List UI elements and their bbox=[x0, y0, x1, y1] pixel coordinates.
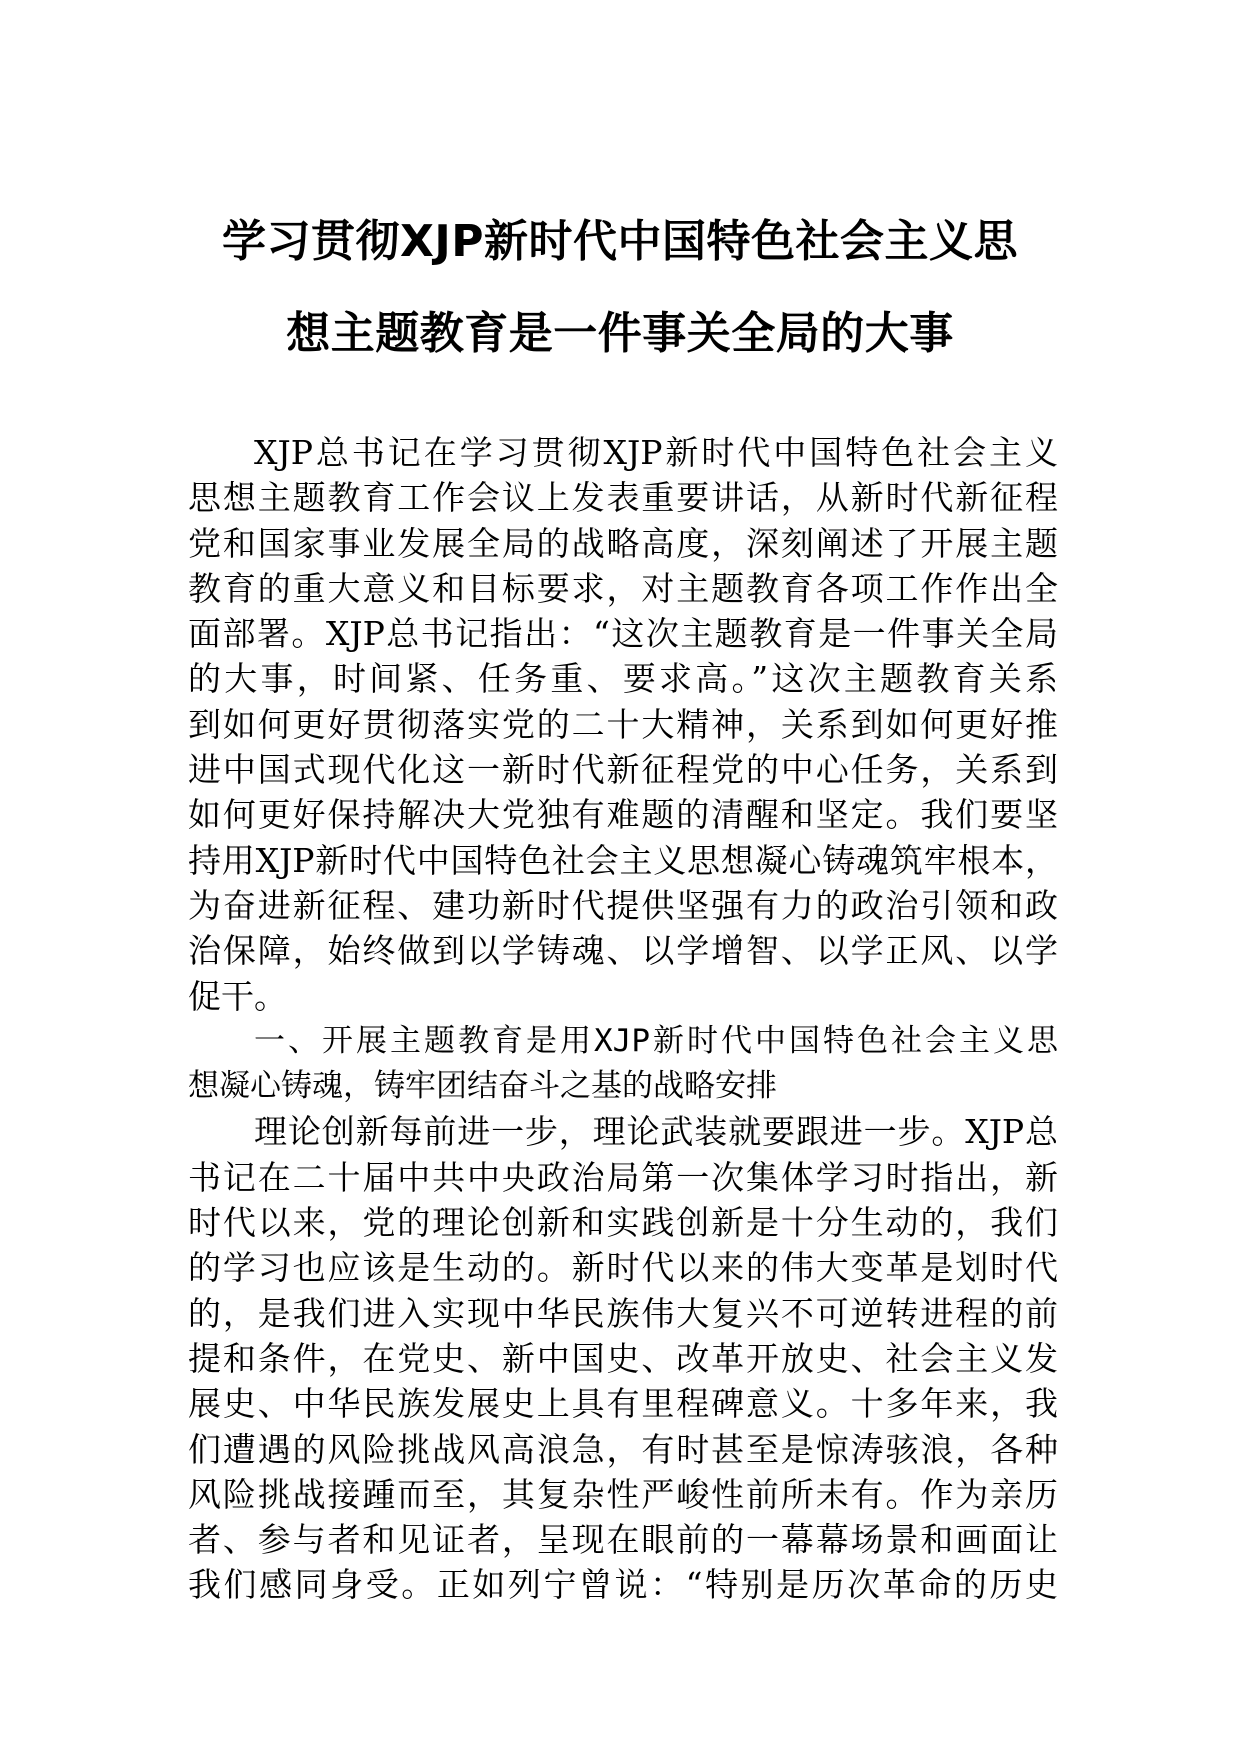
paragraph-2 bbox=[188, 1109, 1058, 1607]
heading-line: 一、开展主题教育是用XJP新时代中国特色社会主义思 bbox=[254, 1022, 1058, 1059]
document-title bbox=[150, 196, 1090, 380]
text-line: 我们感同身受。正如列宁曾说：“特别是历次革命的历史 bbox=[188, 1565, 1058, 1605]
text-line: 治保障，始终做到以学铸魂、以学增智、以学正风、以学 bbox=[188, 931, 1058, 971]
text-line: 进中国式现代化这一新时代新征程党的中心任务，关系到 bbox=[188, 750, 1058, 790]
text-line: 们遭遇的风险挑战风高浪急，有时甚至是惊涛骇浪，各种 bbox=[188, 1429, 1058, 1469]
text-line: XJP总书记在学习贯彻XJP新时代中国特色社会主义 bbox=[254, 433, 1058, 472]
section-heading-1 bbox=[188, 1019, 1058, 1110]
heading-line: 想凝心铸魂，铸牢团结奋斗之基的战略安排 bbox=[188, 1068, 777, 1105]
text-line: 持用XJP新时代中国特色社会主义思想凝心铸魂筑牢根本， bbox=[188, 840, 1058, 880]
paragraph-1 bbox=[188, 430, 1058, 1019]
text-line: 面部署。XJP总书记指出：“这次主题教育是一件事关全局 bbox=[188, 614, 1058, 654]
text-line: 党和国家事业发展全局的战略高度，深刻阐述了开展主题 bbox=[188, 523, 1058, 563]
text-line: 促干。 bbox=[188, 976, 287, 1016]
text-line: 展史、中华民族发展史上具有里程碑意义。十多年来，我 bbox=[188, 1384, 1058, 1424]
document-body bbox=[188, 430, 1058, 1608]
text-line: 为奋进新征程、建功新时代提供坚强有力的政治引领和政 bbox=[188, 885, 1058, 925]
text-line: 的学习也应该是生动的。新时代以来的伟大变革是划时代 bbox=[188, 1248, 1058, 1288]
text-line: 理论创新每前进一步，理论武装就要跟进一步。XJP总 bbox=[254, 1112, 1058, 1152]
text-line: 时代以来，党的理论创新和实践创新是十分生动的，我们 bbox=[188, 1203, 1058, 1243]
text-line: 教育的重大意义和目标要求，对主题教育各项工作作出全 bbox=[188, 568, 1058, 608]
title-line-1: 学习贯彻XJP新时代中国特色社会主义思 bbox=[221, 216, 1019, 267]
text-line: 的大事，时间紧、任务重、要求高。”这次主题教育关系 bbox=[188, 659, 1058, 699]
text-line: 者、参与者和见证者，呈现在眼前的一幕幕场景和画面让 bbox=[188, 1520, 1058, 1560]
text-line: 到如何更好贯彻落实党的二十大精神，关系到如何更好推 bbox=[188, 704, 1058, 744]
text-line: 的，是我们进入实现中华民族伟大复兴不可逆转进程的前 bbox=[188, 1293, 1058, 1333]
text-line: 提和条件，在党史、新中国史、改革开放史、社会主义发 bbox=[188, 1338, 1058, 1378]
text-line: 思想主题教育工作会议上发表重要讲话，从新时代新征程 bbox=[188, 478, 1058, 518]
title-line-2: 想主题教育是一件事关全局的大事 bbox=[286, 308, 954, 359]
text-line: 如何更好保持解决大党独有难题的清醒和坚定。我们要坚 bbox=[188, 795, 1058, 835]
text-line: 风险挑战接踵而至，其复杂性严峻性前所未有。作为亲历 bbox=[188, 1474, 1058, 1514]
text-line: 书记在二十届中共中央政治局第一次集体学习时指出，新 bbox=[188, 1157, 1058, 1197]
